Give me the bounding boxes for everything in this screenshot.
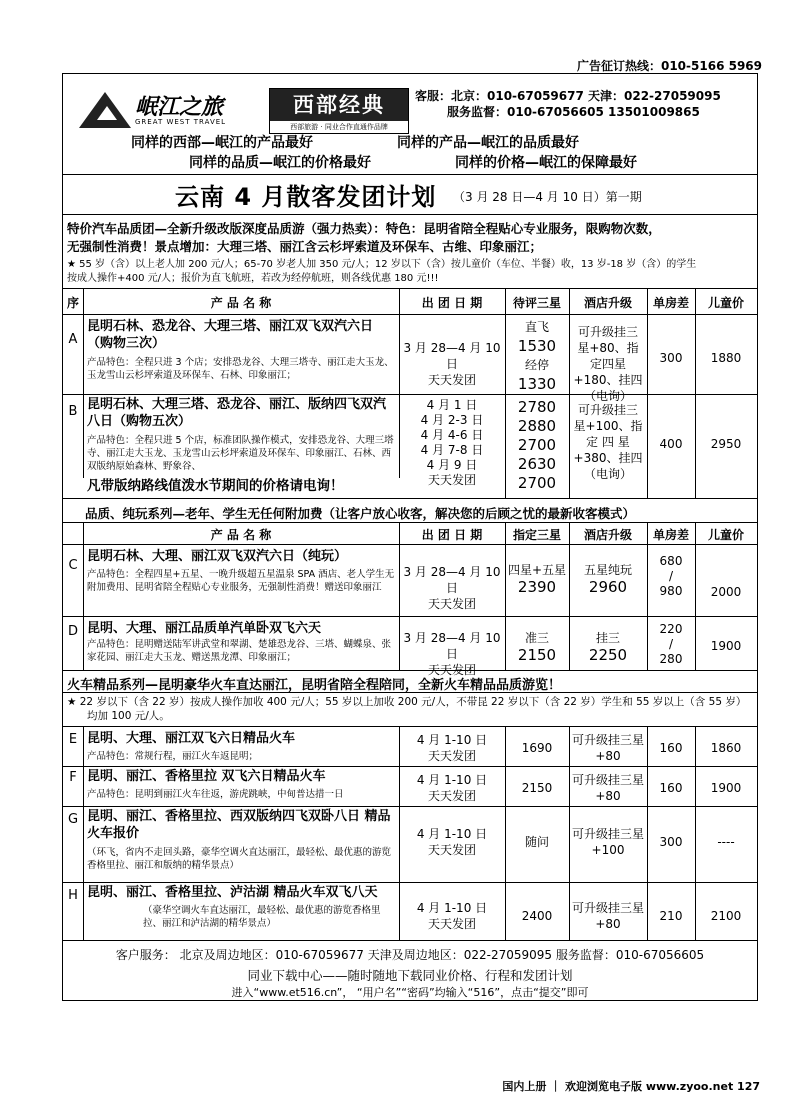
header2-price: 指定三星 xyxy=(512,528,561,542)
row-g-name: 昆明、丽江、香格里拉、西双版纳四飞双卧八日 精品火车报价 xyxy=(87,809,391,841)
row-a-date: 3 月 28—4 月 10 日 天天发团 xyxy=(403,341,501,387)
contact-info xyxy=(415,88,721,120)
row-f-seq: F xyxy=(69,770,77,785)
brand-sub: 西部旅游 · 同业合作直通作品牌 xyxy=(290,123,388,131)
logo-en: GREAT WEST TRAVEL xyxy=(135,118,227,126)
slogan-2: 同样的产品—岷江的品质最好 xyxy=(397,135,579,151)
row-e-seq: E xyxy=(68,732,78,747)
row-b-seq: B xyxy=(68,404,78,419)
row-g-single: 300 xyxy=(659,835,683,849)
row-b-single: 400 xyxy=(659,437,683,451)
row-b-upgrade: 可升级挂三星+100、指定 四 星+380、挂四（电询） xyxy=(573,403,643,481)
content-box xyxy=(62,73,758,1001)
row-f-name: 昆明、丽江、香格里拉 双飞六日精品火车 xyxy=(87,769,326,784)
header-name: 产 品 名 称 xyxy=(210,296,272,310)
row-g-feature: （环飞，省内不走回头路，豪华空调火直达丽江，最轻松、最优惠的游览香格里拉、丽江和版纳的精华景点） xyxy=(87,847,392,871)
row-d-single: 220 / 280 xyxy=(659,622,683,666)
intro-note-1: ★ 55 岁（含）以上老人加 200 元/人；65-70 岁老人加 350 元/人；12 岁以下（含）按儿童价（车位、半餐）收，13 岁-18 岁（含）的学生 xyxy=(67,259,697,270)
header2-upgrade: 酒店升级 xyxy=(583,528,632,542)
row-g-seq: G xyxy=(67,812,79,827)
header-date: 出 团 日 期 xyxy=(421,296,483,310)
row-h-name: 昆明、丽江、香格里拉、泸沽湖 精品火车双飞八天 xyxy=(87,885,378,900)
row-f-date: 4 月 1-10 日 天天发团 xyxy=(416,773,488,803)
footer-download: 同业下载中心——随时随地下载同业价格、行程和发团计划 xyxy=(247,968,573,983)
row-c-price: 四星+五星 2390 xyxy=(507,563,567,596)
row-f-price: 2150 xyxy=(521,781,553,795)
row-d-upgrade: 挂三 2250 xyxy=(588,631,628,664)
row-b-dates: 4 月 1 日 4 月 2-3 日 4 月 4-6 日 4 月 7-8 日 4 月 9 日 天天发团 xyxy=(420,398,484,487)
header2-name: 产 品 名 称 xyxy=(210,528,272,542)
row-e-feature: 产品特色：常规行程，丽江火车返昆明； xyxy=(87,751,259,762)
row-h-child: 2100 xyxy=(710,909,742,923)
page-title: 云南 4 月散客发团计划 xyxy=(175,183,437,211)
row-c-upgrade: 五星纯玩 2960 xyxy=(583,563,632,596)
train-banner: 火车精品系列—昆明豪华火车直达丽江，昆明省陪全程陪同，全新火车精品品质游览！ xyxy=(67,678,562,693)
row-h-feature: （豪华空调火车直达丽江，最轻松、最优惠的游览香格里拉、丽江和泸沽湖的精华景点） xyxy=(143,905,381,929)
intro-note-2: 按成人操作+400 元/人；报价为直飞航班，若改为经停航班，则各线优惠 180 元!!! xyxy=(67,273,439,284)
row-c-feature: 产品特色：全程四星+五星、一晚升级超五星温泉 SPA 酒店、老人学生无附加费用、昆明省陪全程贴心专业服务，无强制性消费！赠送印象丽江 xyxy=(87,569,395,593)
row-h-upgrade: 可升级挂三星+80 xyxy=(571,901,644,931)
row-g-upgrade: 可升级挂三星+100 xyxy=(571,827,644,857)
row-h-date: 4 月 1-10 日 天天发团 xyxy=(416,901,488,931)
page-frame xyxy=(62,73,758,1093)
row-b-note: 凡带版纳路线值泼水节期间的价格请电询！ xyxy=(87,478,344,494)
train-note-1: ★ 22 岁以下（含 22 岁）按成人操作加收 400 元/人；55 岁以上加收 200 元/人，不带昆 22 岁以下（含 22 岁）学生和 55 岁以上（含 55 岁） xyxy=(67,696,747,708)
row-e-single: 160 xyxy=(659,741,683,755)
intro-line-2: 无强制性消费！景点增加：大理三塔、丽江含云杉坪索道及环保车、古维、印象丽江； xyxy=(67,239,543,254)
header2-single: 单房差 xyxy=(652,528,689,542)
row-d-feature: 产品特色：昆明赠送陆军讲武堂和翠湖、楚雄恐龙谷、三塔、蝴蝶泉、张家花园、丽江走大玉龙、赠送黑龙潭、印象丽江； xyxy=(87,639,392,663)
row-b-prices: 2780 2880 2700 2630 2700 xyxy=(517,398,557,492)
row-b-child: 2950 xyxy=(710,437,742,451)
slogan-1: 同样的西部—岷江的产品最好 xyxy=(131,135,313,151)
row-b-name: 昆明石林、大理三塔、恐龙谷、丽江、版纳四飞双汽八日（购物五次） xyxy=(87,397,387,429)
footer-contact: 客户服务： 北京及周边地区：010-67059677 天津及周边地区：022-27059095 服务监督：010-67056605 xyxy=(115,948,705,962)
contact-line-2: 服务监督：010-67056605 13501009865 xyxy=(447,105,700,119)
slogan-3: 同样的品质—岷江的价格最好 xyxy=(189,155,371,171)
logo-name: 岷江之旅 xyxy=(135,95,224,120)
row-g-date: 4 月 1-10 日 天天发团 xyxy=(416,827,488,857)
row-d-child: 1900 xyxy=(710,639,742,653)
row-a-seq: A xyxy=(68,332,78,347)
slogan-4: 同样的价格—岷江的保障最好 xyxy=(455,155,637,171)
header-upgrade: 酒店升级 xyxy=(583,296,632,310)
row-e-price: 1690 xyxy=(521,741,553,755)
row-d-price: 准三 2150 xyxy=(517,631,557,664)
row-a-price: 直飞 1530 经停 1330 xyxy=(517,320,557,393)
row-c-single: 680 / 980 xyxy=(659,554,683,598)
row-a-name: 昆明石林、恐龙谷、大理三塔、丽江双飞双汽六日（购物三次） xyxy=(87,319,374,351)
page-title-sub: （3 月 28 日—4 月 10 日）第一期 xyxy=(453,190,642,204)
row-g-child: ---- xyxy=(717,835,735,849)
row-f-child: 1900 xyxy=(710,781,742,795)
row-h-single: 210 xyxy=(659,909,683,923)
row-e-child: 1860 xyxy=(710,741,742,755)
row-d-name: 昆明、大理、丽江品质单汽单卧双飞六天 xyxy=(87,621,322,636)
minjiang-logo xyxy=(79,86,259,132)
brand-title: 西部经典 xyxy=(270,89,408,121)
row-e-date: 4 月 1-10 日 天天发团 xyxy=(416,733,488,763)
row-e-upgrade: 可升级挂三星+80 xyxy=(571,733,644,763)
west-classic-logo xyxy=(269,88,409,134)
row-h-seq: H xyxy=(68,888,78,903)
row-a-upgrade: 可升级挂三星+80、指定四星+180、挂四（电询） xyxy=(573,325,643,403)
row-a-single: 300 xyxy=(659,351,683,365)
row-f-feature: 产品特色：昆明到丽江火车往返，游虎跳峡，中甸普达措一日 xyxy=(87,789,344,800)
row-d-date: 3 月 28—4 月 10 日 天天发团 xyxy=(403,631,501,677)
row-a-child: 1880 xyxy=(710,351,742,365)
contact-line-1: 客服：北京：010-67059677 天津：022-27059095 xyxy=(415,89,721,103)
header2-date: 出 团 日 期 xyxy=(421,528,483,542)
intro-line-1: 特价汽车品质团—全新升级改版深度品质游（强力热卖）：特色：昆明省陪全程贴心专业服务，限购物次数， xyxy=(67,221,661,236)
header-seq: 序 xyxy=(66,296,79,310)
row-c-name: 昆明石林、大理、丽江双飞双汽六日（纯玩） xyxy=(87,549,348,564)
row-c-seq: C xyxy=(68,558,78,573)
row-g-price: 随问 xyxy=(524,835,549,849)
row-c-child: 2000 xyxy=(710,585,742,599)
row-h-price: 2400 xyxy=(521,909,553,923)
header-child: 儿童价 xyxy=(707,296,744,310)
ad-hotline: 广告征订热线：010-5166 5969 xyxy=(576,59,762,73)
row-f-single: 160 xyxy=(659,781,683,795)
row-d-seq: D xyxy=(67,624,78,639)
header2-child: 儿童价 xyxy=(707,528,744,542)
train-note-2: 均加 100 元/人。 xyxy=(87,710,170,722)
header-price: 待评三星 xyxy=(512,296,561,310)
row-f-upgrade: 可升级挂三星+80 xyxy=(571,773,644,803)
row-b-feature: 产品特色：全程只进 5 个店，标准团队操作模式，安排恐龙谷、大理三塔寺、丽江走大玉龙、玉龙雪山云杉坪索道及环保车、印象丽江、石林、西双版纳原始森林、野象谷、 xyxy=(87,435,394,472)
title-row xyxy=(63,177,757,213)
header-single: 单房差 xyxy=(652,296,689,310)
row-a-feature: 产品特色：全程只进 3 个店；安排恐龙谷、大理三塔寺、丽江走大玉龙、玉龙雪山云杉坪索道及环保车、石林、印象丽江； xyxy=(87,357,394,381)
row-e-name: 昆明、大理、丽江双飞六日精品火车 xyxy=(87,731,296,746)
row-c-date: 3 月 28—4 月 10 日 天天发团 xyxy=(403,565,501,611)
page-footer: 国内上册 ｜ 欢迎浏览电子版 www.zyoo.net 127 xyxy=(502,1080,760,1093)
footer-instructions: 进入“www.et516.cn”， “用户名”“密码”均输入“516”，点击“提交”即可 xyxy=(231,986,589,999)
section2-banner: 品质、纯玩系列—老年、学生无任何附加费（让客户放心收客，解决您的后顾之忧的最新收客模式） xyxy=(85,506,636,521)
